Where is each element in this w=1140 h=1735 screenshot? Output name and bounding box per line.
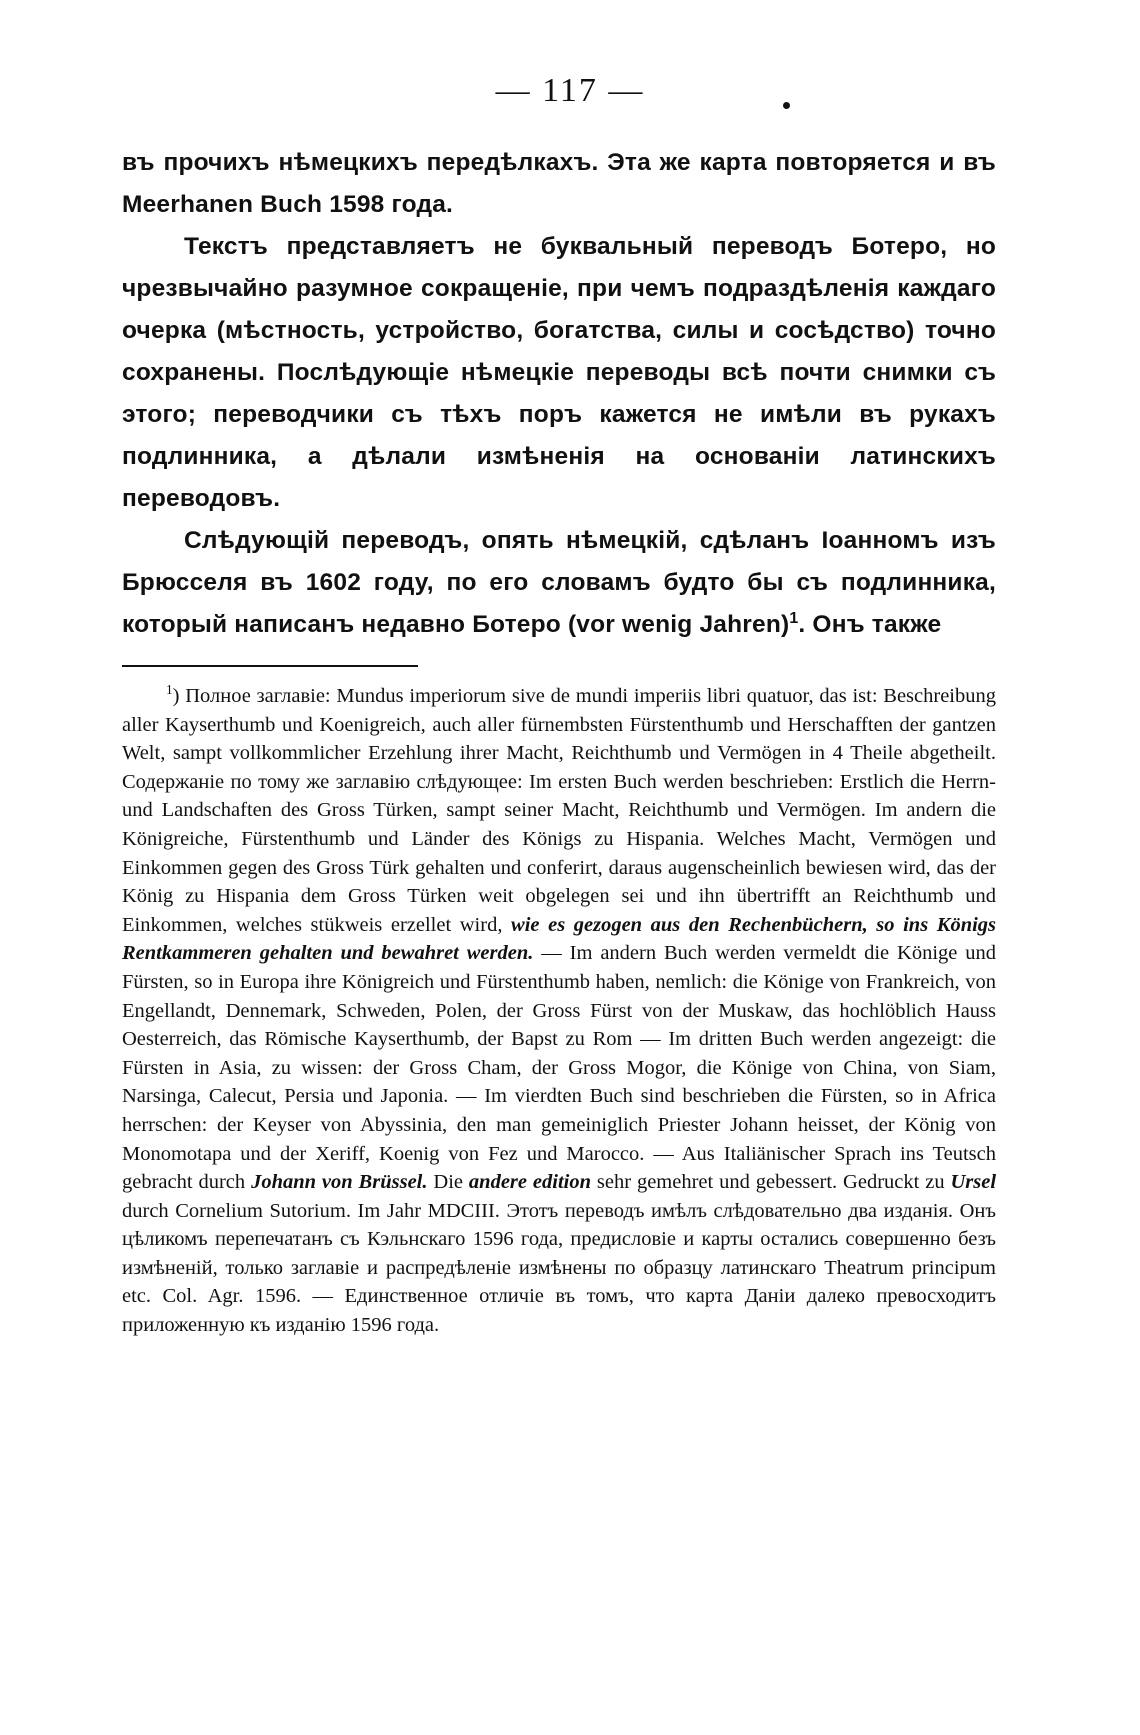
paragraph-3-end: . Онъ также (798, 611, 942, 638)
footnote-text-d: sehr gemehret und gebessert. Gedruckt zu (596, 1171, 945, 1194)
footnote-marker: 1 (166, 682, 173, 698)
footnote-text-a: ) Полное заглавіе: Mundus imperiorum sive de mundi imperiis libri quatuor, das ist: Beschreibung aller Kayserthumb und Koenigreich, auch aller fürnembsten Fürstenthumb und Herschafften der gantzen Welt, sampt vollkommlicher Erzehlung ihrer Macht, Reichthumb und Vermögen in 4 Theile abgetheilt. Содержаніе по тому же заглавію слѣдующее: Im ersten Buch werden beschrieben: Erstlich die Herrn-und Landschaften des Gross Türken, sampt seiner Macht, Reichthumb und Vermögen. Im andern die Königreiche, Fürstenthumb und Länder des Königs zu Hispania. Welches Macht, Vermögen und Einkommen gegen des Gross Türk gehalten und conferirt, daraus augenscheinlich bewiesen wird, das der König zu Hispania dem Gross Türken weit obgelegen sei und ihn übertrifft an Reichthumb und Einkommen, welches stükweis erzellet wird, (122, 685, 996, 936)
footnote-italic-b: Johann von Brüssel. (251, 1171, 428, 1194)
footnote-italic-d: Ursel (950, 1171, 997, 1194)
footnote-text-c: Die (433, 1171, 464, 1194)
footnote-reference[interactable]: 1 (789, 609, 799, 627)
footnote-italic-a: wie es gezogen aus den Rechenbüchern, so ins Königs Rentkammeren gehalten und bewahret werden. (122, 913, 997, 965)
footnote-1 (122, 682, 996, 1340)
footnote-text-b: — Im andern Buch werden vermeldt die Könige und Fürsten, so in Europa ihre Königreich und Fürstenthumb haben, nemlich: die Könige von Frankreich, von Engellandt, Dennemark, Schweden, Polen, der Gross Fürst von der Muskaw, das hochlöblich Hauss Oesterreich, das Römische Kayserthumb, der Bapst zu Rom — Im dritten Buch werden angezeigt: die Fürsten in Asia, zu wissen: der Gross Cham, der Gross Mogor, die Könige von China, von Siam, Narsinga, Calecut, Persia und Japonia. — Im vierdten Buch sind beschrieben die Fürsten, so in Africa herrschen: der Keyser von Abyssinia, den man gemeiniglich Priester Johann heisset, der König von Monomotapa und der Xeriff, Koenig von Fez und Marocco. — Aus Italiänischer Sprach ins Teutsch gebracht durch (122, 942, 997, 1194)
footnote-text-e: durch Cornelium Sutorium. Im Jahr MDCIII. Этотъ переводъ имѣлъ слѣдовательно два изданія. Онъ цѣликомъ перепечатанъ съ Кэльнскаго 1596 года, предисловіе и карты остались совершенно безъ измѣненій, только заглавіе и распредѣленіе измѣнены по образцу латинскаго Theatrum principum etc. Col. Agr. 1596. — Единственное отличіе въ томъ, что карта Даніи далеко превосходитъ приложенную къ изданію 1596 года. (122, 1199, 996, 1337)
paragraph-1: въ прочихъ нѣмецкихъ передѣлкахъ. Эта же карта повторяется и въ Meerhanen Buch 1598 года. (122, 149, 996, 218)
footnote-divider (122, 665, 418, 667)
print-speck (783, 102, 790, 109)
page-number: — 117 — (495, 72, 645, 109)
footnote-italic-c: andere edition (468, 1171, 591, 1194)
main-text (122, 142, 996, 646)
paragraph-2: Текстъ представляетъ не буквальный переводъ Ботеро, но чрезвычайно разумное сокращеніе, при чемъ подраздѣленія каждаго очерка (мѣстность, устройство, богатства, силы и сосѣдство) точно сохранены. Послѣдующіе нѣмецкіе переводы всѣ почти снимки съ этого; переводчики съ тѣхъ поръ кажется не имѣли въ рукахъ подлинника, а дѣлали измѣненія на основаніи латинскихъ переводовъ. (122, 233, 996, 512)
paragraph-3-text: Слѣдующій переводъ, опять нѣмецкій, сдѣланъ Іоанномъ изъ Брюсселя въ 1602 году, по его словамъ будто бы съ подлинника, который написанъ недавно Ботеро (vor wenig Jahren) (122, 527, 996, 638)
paragraph-3 (122, 520, 996, 646)
footnotes (122, 682, 996, 1340)
